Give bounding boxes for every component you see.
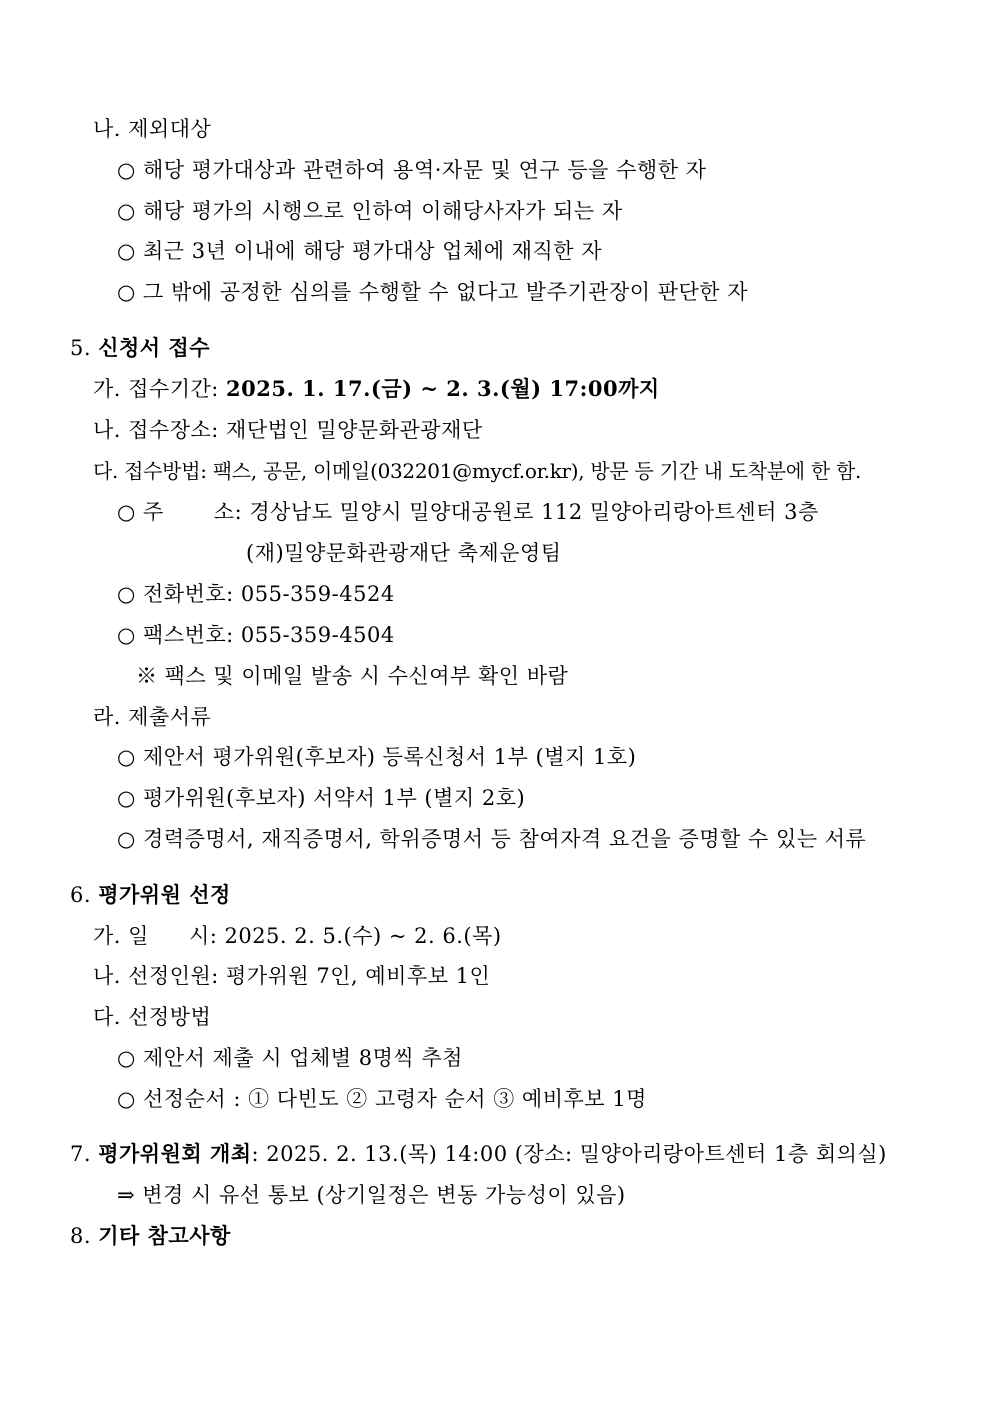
section-7-title: 평가위원회 개최	[98, 1141, 252, 1166]
section-8-number: 8.	[70, 1224, 92, 1248]
section-6-title: 평가위원 선정	[98, 882, 231, 907]
application-place: 나. 접수장소: 재단법인 밀양문화관광재단	[93, 418, 483, 442]
document-item: ○ 평가위원(후보자) 서약서 1부 (별지 2호)	[117, 786, 526, 810]
selection-date	[93, 922, 502, 950]
telephone: ○ 전화번호: 055-359-4524	[117, 582, 395, 606]
address-value: 경상남도 밀양시 밀양대공원로 112 밀양아리랑아트센터 3층	[249, 500, 819, 524]
section-7-number: 7.	[70, 1142, 92, 1166]
section-5-number: 5.	[70, 336, 92, 360]
application-period-value: 2025. 1. 17.(금) ~ 2. 3.(월) 17:00까지	[226, 376, 660, 401]
address-line	[117, 498, 819, 526]
selection-date-value: 시: 2025. 2. 5.(수) ~ 2. 6.(목)	[188, 924, 502, 948]
selection-method-title: 다. 선정방법	[93, 1005, 212, 1029]
section-7-note: ⇒ 변경 시 유선 통보 (상기일정은 변동 가능성이 있음)	[117, 1183, 626, 1207]
exclusion-item: ○ 최근 3년 이내에 해당 평가대상 업체에 재직한 자	[117, 239, 603, 263]
section-8-heading	[70, 1222, 231, 1250]
documents-title: 라. 제출서류	[93, 705, 212, 729]
exclusion-title: 나. 제외대상	[93, 117, 212, 141]
address-line-2: (재)밀양문화관광재단 축제운영팀	[246, 541, 562, 565]
application-period-label: 가. 접수기간:	[93, 377, 219, 401]
section-5-title: 신청서 접수	[98, 335, 210, 360]
address-label-a: ○ 주	[117, 500, 164, 524]
fax-number: ○ 팩스번호: 055-359-4504	[117, 623, 395, 647]
confirmation-note: ※ 팩스 및 이메일 발송 시 수신여부 확인 바람	[136, 664, 569, 688]
selection-date-label-a: 가. 일	[93, 924, 149, 948]
document-item: ○ 경력증명서, 재직증명서, 학위증명서 등 참여자격 요건을 증명할 수 있는 서류	[117, 827, 867, 851]
section-6-number: 6.	[70, 883, 92, 907]
section-7-heading	[70, 1140, 887, 1168]
exclusion-item: ○ 그 밖에 공정한 심의를 수행할 수 없다고 발주기관장이 판단한 자	[117, 280, 749, 304]
application-method: 다. 접수방법: 팩스, 공문, 이메일(032201@mycf.or.kr), 방문 등 기간 내 도착분에 한 함.	[93, 459, 862, 483]
selection-method-item: ○ 선정순서 : ① 다빈도 ② 고령자 순서 ③ 예비후보 1명	[117, 1087, 647, 1111]
section-8-title: 기타 참고사항	[98, 1223, 231, 1248]
section-5-heading	[70, 334, 210, 362]
application-period	[93, 375, 660, 403]
selection-method-item: ○ 제안서 제출 시 업체별 8명씩 추첨	[117, 1046, 463, 1070]
selection-count: 나. 선정인원: 평가위원 7인, 예비후보 1인	[93, 964, 491, 988]
section-6-heading	[70, 881, 231, 909]
section-7-detail: : 2025. 2. 13.(목) 14:00 (장소: 밀양아리랑아트센터 1층 회의실)	[251, 1142, 887, 1166]
exclusion-item: ○ 해당 평가의 시행으로 인하여 이해당사자가 되는 자	[117, 199, 623, 223]
document-item: ○ 제안서 평가위원(후보자) 등록신청서 1부 (별지 1호)	[117, 745, 637, 769]
address-label-b: 소:	[213, 500, 243, 524]
exclusion-item: ○ 해당 평가대상과 관련하여 용역·자문 및 연구 등을 수행한 자	[117, 158, 707, 182]
